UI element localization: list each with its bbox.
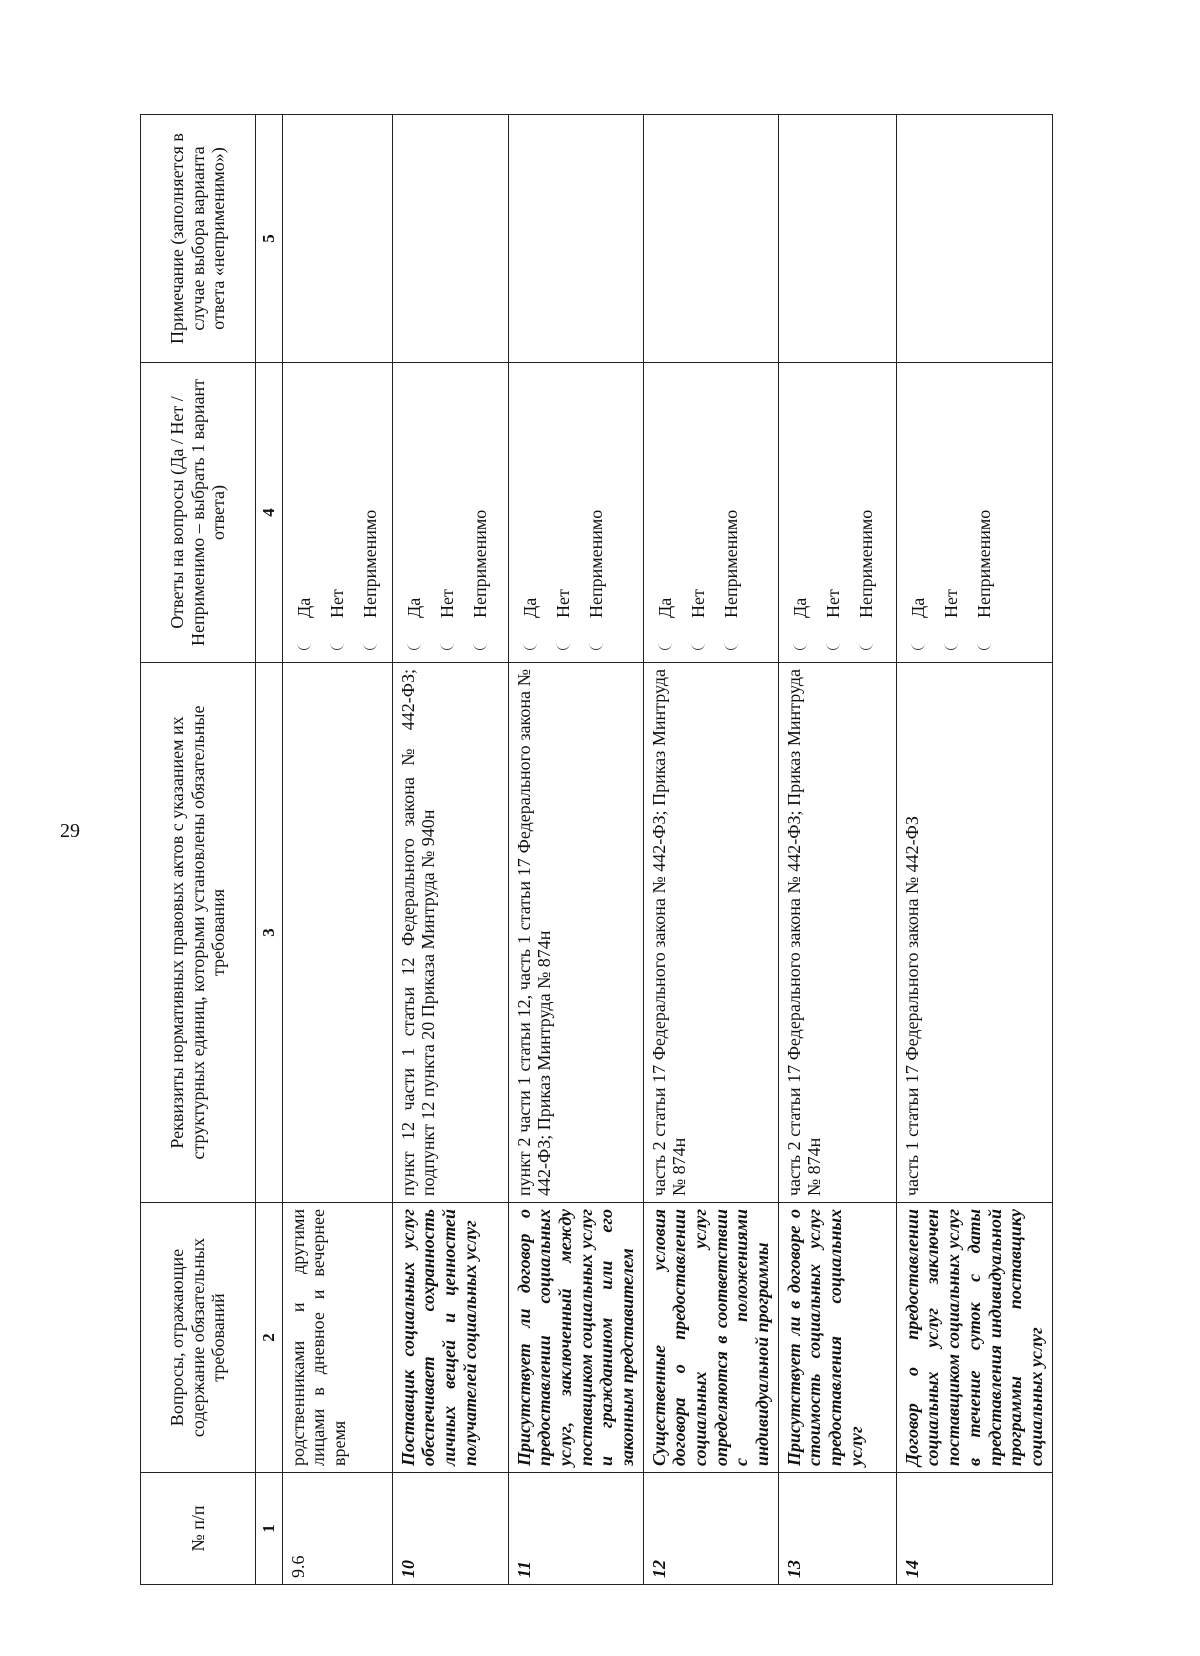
radio-icon[interactable] <box>473 640 487 650</box>
column-number: 5 <box>256 115 283 363</box>
radio-icon[interactable] <box>440 640 454 650</box>
answer-label: Нет <box>436 589 457 618</box>
answer-cell <box>508 363 643 663</box>
answer-label: Неприменимо <box>973 509 994 618</box>
answer-cell <box>282 363 392 663</box>
answer-label: Неприменимо <box>855 509 876 618</box>
row-number: 11 <box>508 1473 643 1585</box>
reference-text: часть 1 статьи 17 Федерального закона № 442-ФЗ <box>896 663 1052 1203</box>
answer-cell <box>778 363 896 663</box>
answer-label: Нет <box>822 589 843 618</box>
answer-option-yes[interactable] <box>288 369 321 650</box>
answer-label: Да <box>403 597 424 618</box>
radio-icon[interactable] <box>826 640 840 650</box>
header-row <box>141 115 256 1585</box>
answer-label: Нет <box>940 589 961 618</box>
requirements-table <box>140 114 1053 1585</box>
row-number: 14 <box>896 1473 1052 1585</box>
answer-label: Неприменимо <box>720 509 741 618</box>
radio-icon[interactable] <box>977 640 991 650</box>
reference-text: пункт 12 части 1 статьи 12 Федерального закона № 442-ФЗ; подпункт 12 пункта 20 Приказа Минтруда № 940н <box>392 663 508 1203</box>
header-col-questions: Вопросы, отражающие содержание обязательных требований <box>141 1203 256 1473</box>
row-number: 10 <box>392 1473 508 1585</box>
question-text: Присутствует ли договор о предоставлении социальных услуг, заключенный между поставщиком социальных услуг и гражданином или его законным представителем <box>508 1203 643 1473</box>
column-number: 3 <box>256 663 283 1203</box>
answer-option-no[interactable] <box>935 369 968 650</box>
answer-option-no[interactable] <box>682 369 715 650</box>
answer-option-no[interactable] <box>321 369 354 650</box>
reference-text: часть 2 статьи 17 Федерального закона № 442-ФЗ; Приказ Минтруда № 874н <box>643 663 778 1203</box>
radio-icon[interactable] <box>297 640 311 650</box>
answer-label: Неприменимо <box>359 509 380 618</box>
answer-option-yes[interactable] <box>784 369 817 650</box>
answer-option-yes[interactable] <box>649 369 682 650</box>
table-row <box>896 115 1052 1585</box>
row-number: 9.6 <box>282 1473 392 1585</box>
radio-icon[interactable] <box>658 640 672 650</box>
table-row <box>508 115 643 1585</box>
answer-option-na[interactable] <box>354 369 387 650</box>
column-number: 4 <box>256 363 283 663</box>
answer-label: Да <box>293 597 314 618</box>
table-row <box>643 115 778 1585</box>
note-cell[interactable] <box>896 115 1052 363</box>
note-cell[interactable] <box>282 115 392 363</box>
column-number: 2 <box>256 1203 283 1473</box>
radio-icon[interactable] <box>556 640 570 650</box>
answer-options <box>902 369 1001 656</box>
question-text: Договор о предоставлении социальных услуг заключен поставщиком социальных услуг в течение суток с даты представления индивидуальной программы поставщику социальных услуг <box>896 1203 1052 1473</box>
answer-cell <box>392 363 508 663</box>
answer-label: Да <box>519 597 540 618</box>
answer-options <box>514 369 613 656</box>
answer-option-yes[interactable] <box>902 369 935 650</box>
header-col-answers: Ответы на вопросы (Да / Нет / Неприменимо – выбрать 1 вариант ответа) <box>141 363 256 663</box>
table-row <box>778 115 896 1585</box>
radio-icon[interactable] <box>589 640 603 650</box>
answer-label: Да <box>907 597 928 618</box>
answer-label: Неприменимо <box>469 509 490 618</box>
answer-option-yes[interactable] <box>398 369 431 650</box>
rotated-table-container <box>140 115 1046 1585</box>
table-row <box>392 115 508 1585</box>
answer-options <box>398 369 497 656</box>
answer-label: Нет <box>326 589 347 618</box>
answer-label: Да <box>789 597 810 618</box>
table-row <box>282 115 392 1585</box>
answer-option-na[interactable] <box>850 369 883 650</box>
radio-icon[interactable] <box>793 640 807 650</box>
answer-options <box>649 369 748 656</box>
question-text: Присутствует ли в договоре о стоимость социальных услуг предоставления социальных услуг <box>778 1203 896 1473</box>
note-cell[interactable] <box>778 115 896 363</box>
column-number: 1 <box>256 1473 283 1585</box>
radio-icon[interactable] <box>363 640 377 650</box>
column-number-row <box>256 115 283 1585</box>
radio-icon[interactable] <box>330 640 344 650</box>
note-cell[interactable] <box>643 115 778 363</box>
answer-label: Да <box>654 597 675 618</box>
answer-option-no[interactable] <box>817 369 850 650</box>
reference-text <box>282 663 392 1203</box>
reference-text: часть 2 статьи 17 Федерального закона № 442-ФЗ; Приказ Минтруда № 874н <box>778 663 896 1203</box>
reference-text: пункт 2 части 1 статьи 12, часть 1 статьи 17 Федерального закона № 442-ФЗ; Приказ Минтруда № 874н <box>508 663 643 1203</box>
radio-icon[interactable] <box>523 640 537 650</box>
answer-option-na[interactable] <box>464 369 497 650</box>
answer-cell <box>643 363 778 663</box>
answer-option-na[interactable] <box>715 369 748 650</box>
answer-label: Неприменимо <box>585 509 606 618</box>
radio-icon[interactable] <box>407 640 421 650</box>
radio-icon[interactable] <box>724 640 738 650</box>
answer-cell <box>896 363 1052 663</box>
radio-icon[interactable] <box>911 640 925 650</box>
answer-label: Нет <box>552 589 573 618</box>
row-number: 13 <box>778 1473 896 1585</box>
radio-icon[interactable] <box>859 640 873 650</box>
answer-options <box>288 369 387 656</box>
note-cell[interactable] <box>392 115 508 363</box>
answer-option-na[interactable] <box>968 369 1001 650</box>
answer-options <box>784 369 883 656</box>
answer-option-yes[interactable] <box>514 369 547 650</box>
answer-option-no[interactable] <box>547 369 580 650</box>
note-cell[interactable] <box>508 115 643 363</box>
question-text: Поставщик социальных услуг обеспечивает сохранность личных вещей и ценностей получателей социальных услуг <box>392 1203 508 1473</box>
answer-label: Нет <box>687 589 708 618</box>
radio-icon[interactable] <box>944 640 958 650</box>
page-number: 29 <box>60 820 80 842</box>
answer-option-no[interactable] <box>431 369 464 650</box>
radio-icon[interactable] <box>691 640 705 650</box>
question-text: родственниками и другими лицами в дневное и вечернее время <box>282 1203 392 1473</box>
header-col-references: Реквизиты нормативных правовых актов с указанием их структурных единиц, которыми установлены обязательные требования <box>141 663 256 1203</box>
header-col-number: № п/п <box>141 1473 256 1585</box>
row-number: 12 <box>643 1473 778 1585</box>
question-text: Существенные условия договора о предоставлении социальных услуг определяются в соответствии с положениями индивидуальной программы <box>643 1203 778 1473</box>
header-col-notes: Примечание (заполняется в случае выбора варианта ответа «неприменимо») <box>141 115 256 363</box>
answer-option-na[interactable] <box>580 369 613 650</box>
